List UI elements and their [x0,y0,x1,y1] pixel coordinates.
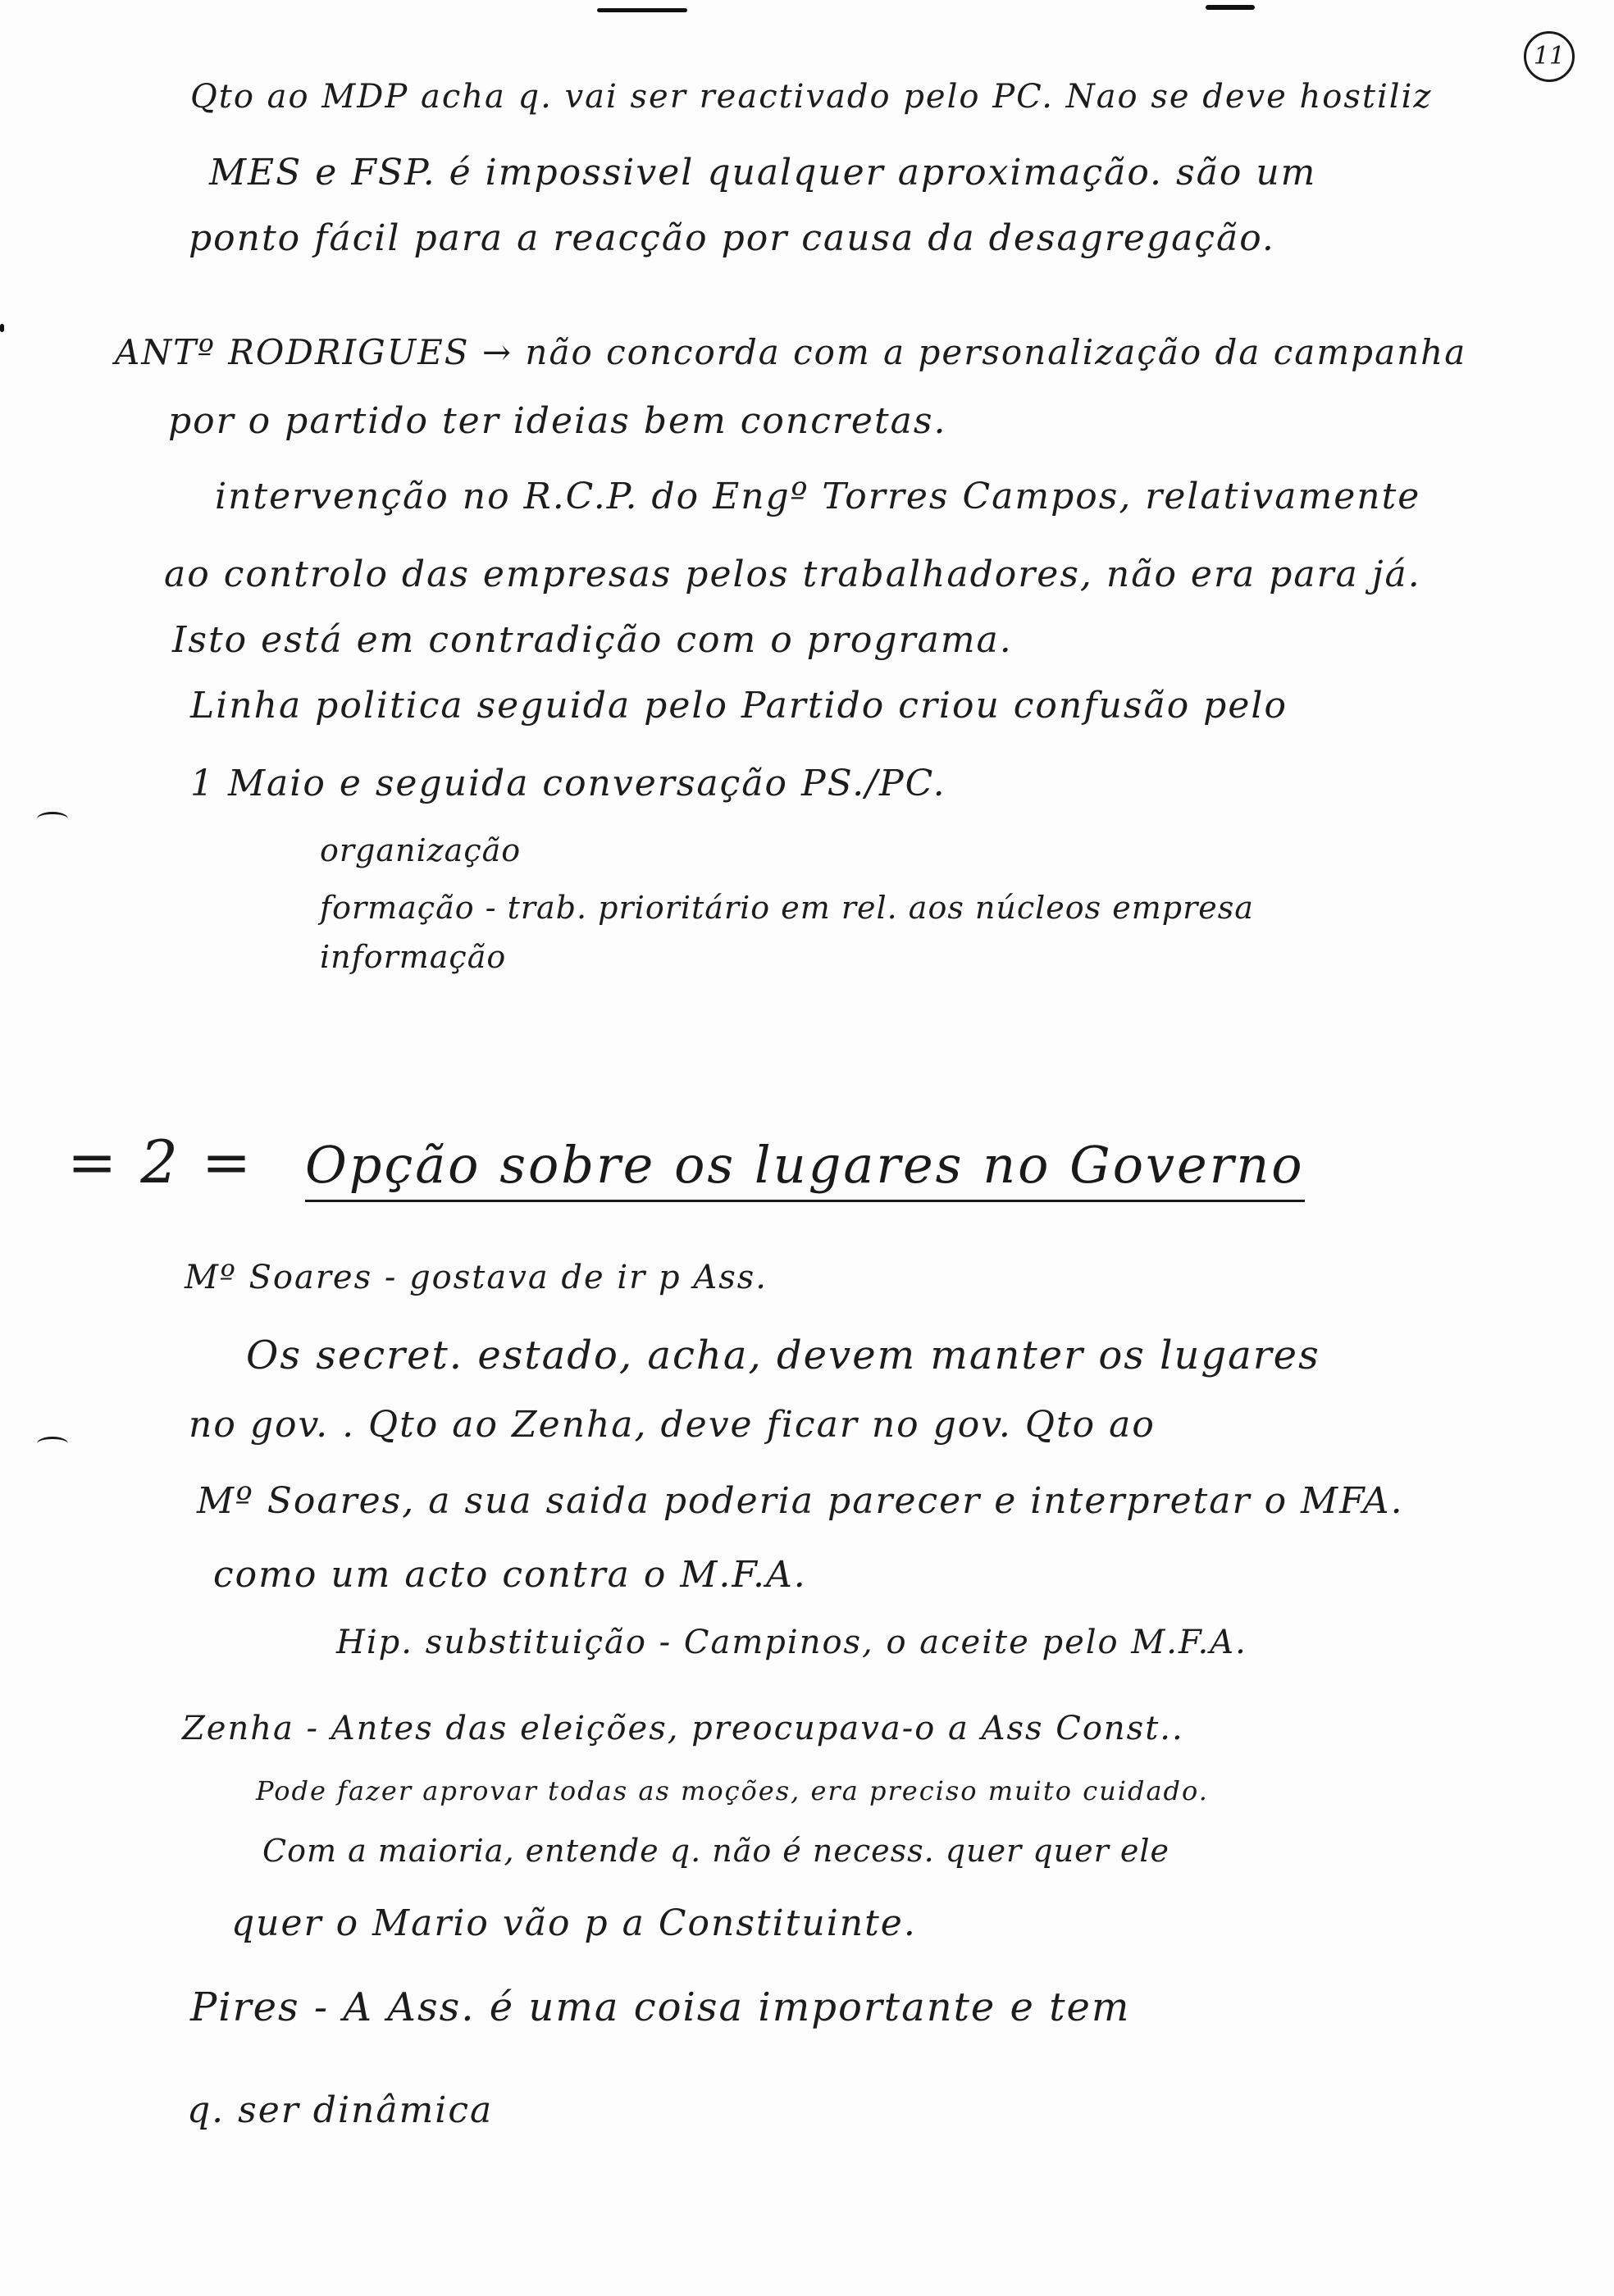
scan-mark [597,8,687,12]
text-line: Mº Soares, a sua saida poderia parecer e interpretar o MFA. [197,1480,1404,1522]
text-line: Hip. substituição - Campinos, o aceite pelo M.F.A. [336,1624,1247,1661]
list-item: organização [320,832,522,868]
text-line: Os secret. estado, acha, devem manter os lugares [246,1332,1320,1378]
speaker-line: Pires - A Ass. é uma coisa importante e tem [190,1984,1131,2030]
text-line: Linha politica seguida pelo Partido criou confusão pelo [190,685,1288,727]
text-line: q. ser dinâmica [187,2089,494,2131]
text-line: ponto fácil para a reacção por causa da desagregação. [189,217,1275,259]
page-number: 11 [1524,31,1575,82]
text-line: Isto está em contradição com o programa. [172,619,1013,661]
text-line: Qto ao MDP acha q. vai ser reactivado pelo PC. Nao se deve hostiliz [190,78,1433,116]
speaker-line: Zenha - Antes das eleições, preocupava-o a Ass Const.. [182,1710,1184,1747]
text-line: MES e FSP. é impossivel qualquer aproximação. são um [209,152,1317,194]
text-line: como um acto contra o M.F.A. [213,1554,807,1596]
text-line: Mº Soares - gostava de ir p Ass. [185,1259,768,1296]
section-number: = 2 = [67,1128,254,1196]
text-line: ao controlo das empresas pelos trabalhadores, não era para já. [164,554,1421,595]
scan-mark [0,324,4,332]
scan-mark [1206,5,1255,10]
speaker-line: ANTº RODRIGUES → não concorda com a personalização da campanha [115,332,1467,372]
section-heading [67,1128,1305,1202]
text-line: no gov. . Qto ao Zenha, deve ficar no gov. Qto ao [189,1404,1156,1446]
list-item: formação - trab. prioritário em rel. aos núcleos empresa [320,890,1254,926]
section-title: Opção sobre os lugares no Governo [305,1135,1305,1202]
text-line: Com a maioria, entende q. não é necess. quer quer ele [262,1833,1169,1869]
text-line: quer o Mario vão p a Constituinte. [231,1902,917,1944]
text-line: 1 Maio e seguida conversação PS./PC. [190,763,946,804]
text-line: Pode fazer aprovar todas as moções, era preciso muito cuidado. [256,1775,1209,1806]
margin-mark [37,1437,68,1451]
text-line: por o partido ter ideias bem concretas. [168,400,947,442]
text-line: intervenção no R.C.P. do Engº Torres Campos, relativamente [215,476,1421,517]
list-item: informação [320,939,507,975]
margin-mark [37,812,68,826]
